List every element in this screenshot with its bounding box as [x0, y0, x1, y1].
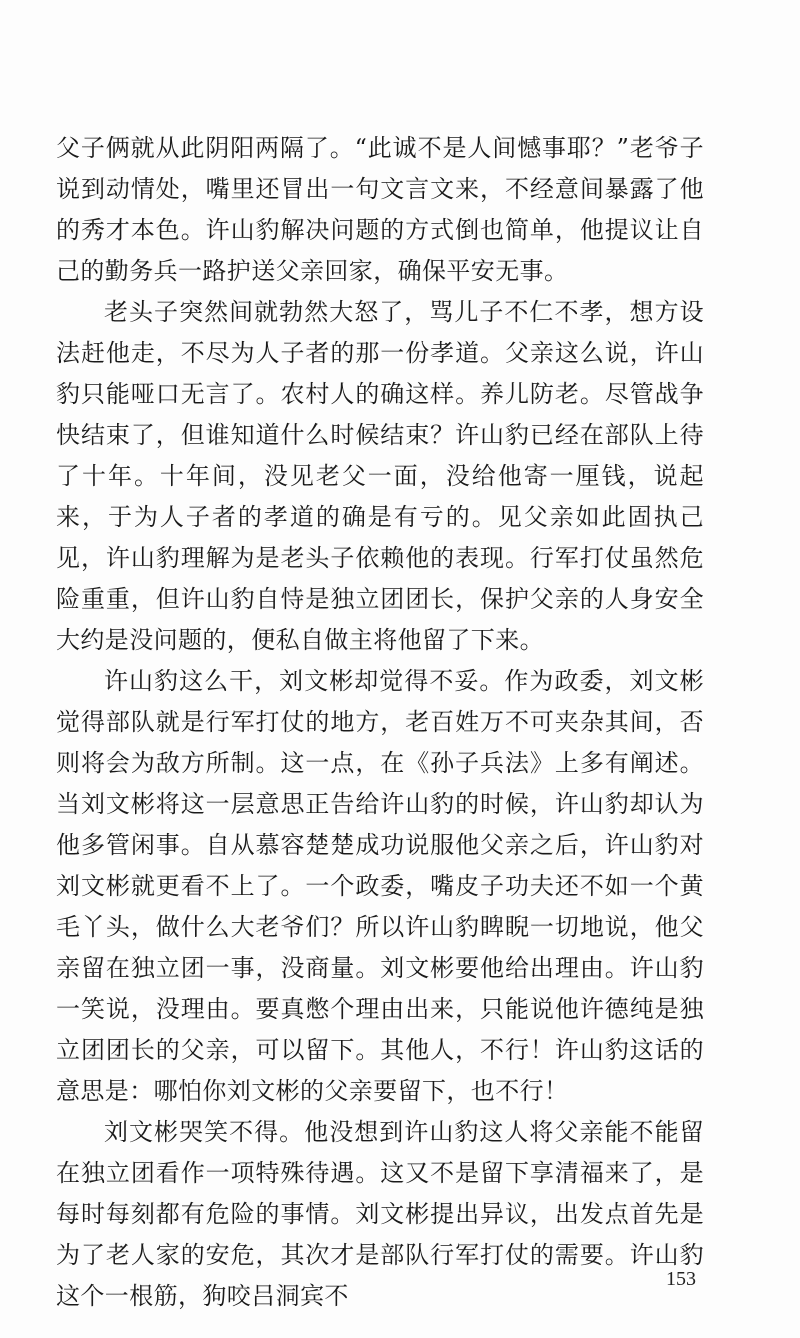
- paragraph-2: 老头子突然间就勃然大怒了，骂儿子不仁不孝，想方设法赶他走，不尽为人子者的那一份孝道。父亲这么说，许山豹只能哑口无言了。农村人的确这样。养儿防老。尽管战争快结束了，但谁知道什么时候结束？许山豹已经在部队上待了十年。十年间，没见老父一面，没给他寄一厘钱，说起来，于为人子者的孝道的确是有亏的。见父亲如此固执己见，许山豹理解为是老头子依赖他的表现。行军打仗虽然危险重重，但许山豹自恃是独立团团长，保护父亲的人身安全大约是没问题的，便私自做主将他留了下来。: [56, 298, 704, 654]
- body-text: [56, 128, 704, 1317]
- paragraph-3: 许山豹这么干，刘文彬却觉得不妥。作为政委，刘文彬觉得部队就是行军打仗的地方，老百姓万不可夹杂其间，否则将会为敌方所制。这一点，在《孙子兵法》上多有阐述。当刘文彬将这一层意思正告给许山豹的时候，许山豹却认为他多管闲事。自从慕容楚楚成功说服他父亲之后，许山豹对刘文彬就更看不上了。一个政委，嘴皮子功夫还不如一个黄毛丫头，做什么大老爷们？所以许山豹睥睨一切地说，他父亲留在独立团一事，没商量。刘文彬要他给出理由。许山豹一笑说，没理由。要真憋个理由出来，只能说他许德纯是独立团团长的父亲，可以留下。其他人，不行！许山豹这话的意思是：哪怕你刘文彬的父亲要留下，也不行！: [56, 667, 704, 1105]
- paragraph-1: 父子俩就从此阴阳两隔了。“此诚不是人间憾事耶？”老爷子说到动情处，嘴里还冒出一句文言文来，不经意间暴露了他的秀才本色。许山豹解决问题的方式倒也简单，他提议让自己的勤务兵一路护送父亲回家，确保平安无事。: [56, 134, 704, 285]
- page-number: 153: [666, 1268, 696, 1290]
- paragraph-4: 刘文彬哭笑不得。他没想到许山豹这人将父亲能不能留在独立团看作一项特殊待遇。这又不是留下享清福来了，是每时每刻都有危险的事情。刘文彬提出异议，出发点首先是为了老人家的安危，其次才是部队行军打仗的需要。许山豹这个一根筋，狗咬吕洞宾不: [56, 1118, 704, 1310]
